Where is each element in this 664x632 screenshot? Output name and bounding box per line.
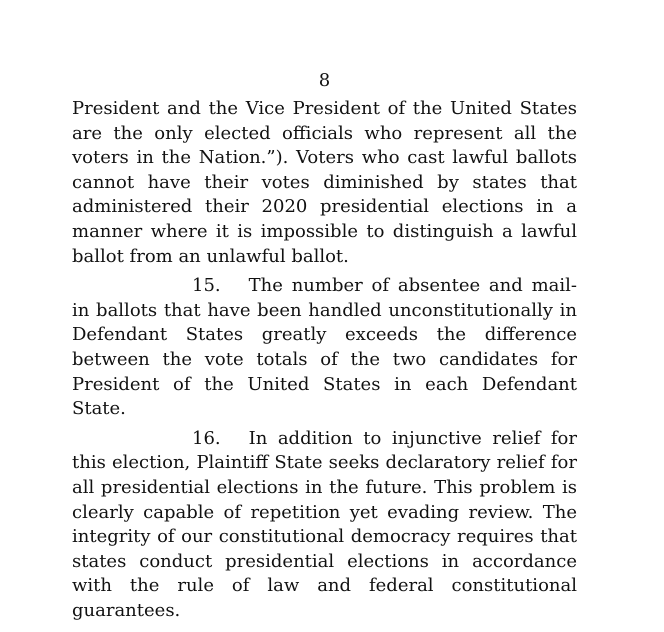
page-number: 8 (318, 70, 331, 91)
paragraph-continued (72, 97, 577, 269)
paragraph-15 (72, 274, 577, 422)
paragraph-16 (72, 427, 577, 624)
paragraph-number: 15. (192, 275, 221, 297)
paragraph-text: The number of absentee and mail-in ballots that have been handled unconstitutionally in Defendant States greatly exceeds the difference between the vote totals of the two candidates for President of the United States in each Defendant State. (72, 275, 577, 420)
paragraph-text: President and the Vice President of the United States are the only elected officials who represent all the voters in the Nation.”). Voters who cast lawful ballots cannot have their votes diminished by states that administered their 2020 presidential elections in a manner where it is impossible to distinguish a lawful ballot from an unlawful ballot. (72, 98, 577, 267)
document-page (72, 68, 577, 628)
paragraph-text: In addition to injunctive relief for this election, Plaintiff State seeks declaratory relief for all presidential elections in the future. This problem is clearly capable of repetition yet evading review. The integrity of our constitutional democracy requires that states conduct presidential elections in accordance with the rule of law and federal constitutional guarantees. (72, 427, 577, 621)
paragraph-number: 16. (192, 427, 221, 449)
